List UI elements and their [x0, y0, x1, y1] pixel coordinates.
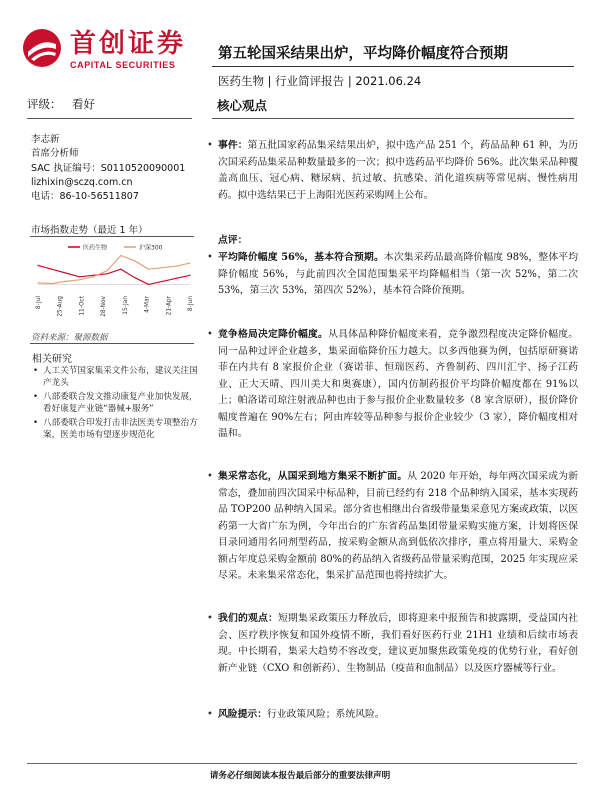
legal-notice: 请务必仔细阅读本报告最后部分的重要法律声明	[209, 771, 391, 781]
data-point	[51, 269, 52, 270]
data-point	[189, 275, 190, 276]
data-point	[93, 276, 94, 277]
competition-paragraph	[207, 327, 579, 443]
data-point	[120, 269, 121, 270]
data-point	[65, 281, 66, 282]
x-tick-label: 28-Nov	[101, 296, 108, 317]
rating-label: 评级：	[27, 97, 62, 111]
data-point	[93, 275, 94, 276]
bullet-icon: •	[207, 140, 213, 151]
data-point	[176, 278, 177, 279]
report-title: 第五轮国采结果出炉，平均降价幅度符合预期	[218, 46, 508, 62]
avg-price-text: 本次集采药品最高降价幅度 98%，整体平均降价幅度 56%，与此前四次全国范围集采平均降幅相当（第一次 52%，第二次 53%，第三次 53%，第四次 52%），基本符合降价预期。	[218, 252, 578, 296]
brand-logo-icon	[22, 28, 62, 68]
viewpoint-text: 短期集采政策压力释放后，即将迎来中报预告和披露期，受益国内社会、医疗秩序恢复和国外疫情不断，我们看好医药行业 21H1 业绩和后续市场表现。中长期看，集采大趋势不容改变，建议更加聚焦政策免疫的优势行业，看好创新产业链（CXO 和创新药）、生物制品（疫苗和血制品）以及医疗器械等行业。	[218, 613, 579, 674]
x-tick-label: 15-Jan	[122, 296, 129, 315]
data-point	[162, 281, 163, 282]
data-point	[162, 267, 163, 268]
rating-divider	[27, 118, 192, 119]
data-point	[120, 255, 121, 256]
normalization-paragraph	[207, 469, 578, 585]
data-point	[134, 277, 135, 278]
related-research-title: 相关研究	[32, 354, 72, 365]
analyst-role: 首席分析师	[31, 148, 79, 160]
x-tick-label: 4-Mar	[144, 296, 151, 313]
avg-price-lead: 平均降价幅度 56%，基本符合预期。	[218, 252, 384, 263]
comment-title: 点评：	[218, 235, 248, 246]
series-line	[38, 265, 190, 284]
market-index-chart	[30, 240, 195, 328]
brand-name-cn: 首创证券	[70, 29, 187, 59]
related-research-list	[33, 365, 198, 443]
data-point	[51, 283, 52, 284]
related-item[interactable]: • 八部委联合发文推动康复产业加快发展，看好康复产业链“器械+服务”	[33, 391, 198, 415]
data-point	[65, 272, 66, 273]
competition-text: 从具体品种降价幅度来看，竞争激烈程度决定降价幅度。同一品种过评企业越多，集采面临降价压力越大。以多西他赛为例，包括原研赛诺菲在内共有 8 家报价企业（赛诺菲、恒瑞医药、齐鲁制药、四川汇宇、扬子江药业、正大天晴、四川美大和奥赛康），国内仿制药报价平均降价幅度都在 91%以上；帕洛诺司琼注射液品种也由于参与报价企业数量较多（8 家含原研），报价降价幅度普遍在 90%左右；阿由库较等品种参与报价企业较少（3 家），降价幅度相对温和。	[218, 329, 579, 439]
risk-text: 行业政策风险；系统风险。	[266, 709, 385, 720]
viewpoint-lead: 我们的观点：	[218, 613, 279, 624]
analyst-info	[31, 133, 201, 204]
analyst-name: 李志新	[31, 134, 60, 145]
viewpoint-paragraph	[207, 611, 579, 677]
x-tick-label: 21-Apr	[166, 296, 173, 316]
data-point	[37, 265, 38, 266]
x-tick-label: 11-Oct	[79, 296, 86, 316]
avg-price-paragraph	[207, 250, 578, 300]
data-point	[134, 260, 135, 261]
footer-divider	[27, 763, 577, 764]
risk-paragraph	[207, 707, 578, 724]
x-tick-label: 8-Jul	[36, 296, 42, 310]
data-point	[106, 270, 107, 271]
normalization-text: 从 2020 年开始，每年两次国采成为新常态，叠加前四次国采中标品种，目前已经约有 218 个品种纳入国采，基本实现药品 TOP200 品种纳入国采。部分省也相继出台省级带量集采意见方案或政策，以医药第一大省广东为例，今年出台的广东省药品集团带量采购实施方案，计划将医保目录同通用名同剂型药品，按采购金额从高到低依次排序，重点将用量大、采购金额占年度总采购金额前 80%的药品纳入省级药品带量采购范围，2025 年实现应采尽采。未来集采常态化，集采扩品范围也将持续扩大。	[218, 471, 578, 581]
bullet-icon: •	[207, 252, 213, 263]
data-point	[148, 284, 149, 285]
chart-bottom-divider	[30, 343, 194, 344]
bullet-icon: •	[207, 471, 213, 482]
chart-source: 资料来源：聚源数据	[31, 333, 108, 343]
data-point	[106, 273, 107, 274]
legend-label: 医药生物	[83, 244, 108, 252]
analyst-phone: 电话：86-10-56511807	[31, 191, 139, 203]
legend-label: 沪深300	[139, 244, 163, 252]
chart-title: 市场指数走势（最近 1 年）	[31, 225, 148, 236]
report-subtitle: 医药生物 | 行业简评报告 | 2021.06.24	[218, 74, 422, 88]
event-text: 第五批国家药品集采结果出炉，拟中选产品 251 个，药品品种 61 种，为历次国采药品集采品种数量最多的一次；拟中选药品平均降价 56%。此次集采品种覆盖高血压、冠心病、糖尿病、抗过敏、抗感染、消化道疾病等常见病、慢性病用药。拟中选结果已于上海阳光医药采购网上公布。	[218, 140, 579, 201]
competition-lead: 竞争格局决定降价幅度。	[218, 329, 329, 340]
data-point	[79, 279, 80, 280]
bullet-icon: •	[207, 329, 213, 340]
rating-value: 看好	[72, 97, 95, 111]
bullet-icon: •	[207, 709, 213, 720]
data-point	[148, 269, 149, 270]
bullet-icon: •	[207, 613, 213, 624]
normalization-lead: 集采常态化，从国采到地方集采不断扩面。	[218, 471, 408, 482]
brand-name-en: CAPITAL SECURITIES	[70, 60, 176, 70]
event-lead: 事件：	[218, 140, 248, 151]
risk-lead: 风险提示：	[218, 709, 267, 720]
core-view-title: 核心观点	[217, 98, 268, 113]
related-item[interactable]: • 人工关节国家集采文件公布，建议关注国产龙头	[33, 365, 198, 389]
related-item[interactable]: • 八部委联合印发打击非法医美专项整治方案，医美市场有望逐步规范化	[33, 417, 198, 441]
data-point	[79, 276, 80, 277]
chart-top-divider	[30, 236, 194, 237]
x-tick-label: 8-Jun	[188, 296, 194, 312]
event-paragraph	[207, 138, 579, 204]
analyst-sac: SAC 执证编号：S0110520090001	[31, 162, 186, 174]
data-point	[189, 263, 190, 264]
series-line	[38, 256, 190, 284]
data-point	[37, 282, 38, 283]
core-divider	[212, 118, 574, 119]
analyst-email[interactable]: lizhixin@sczq.com.cn	[31, 176, 133, 188]
data-point	[176, 266, 177, 267]
x-tick-label: 25-Aug	[57, 296, 64, 317]
header-divider	[212, 66, 574, 67]
